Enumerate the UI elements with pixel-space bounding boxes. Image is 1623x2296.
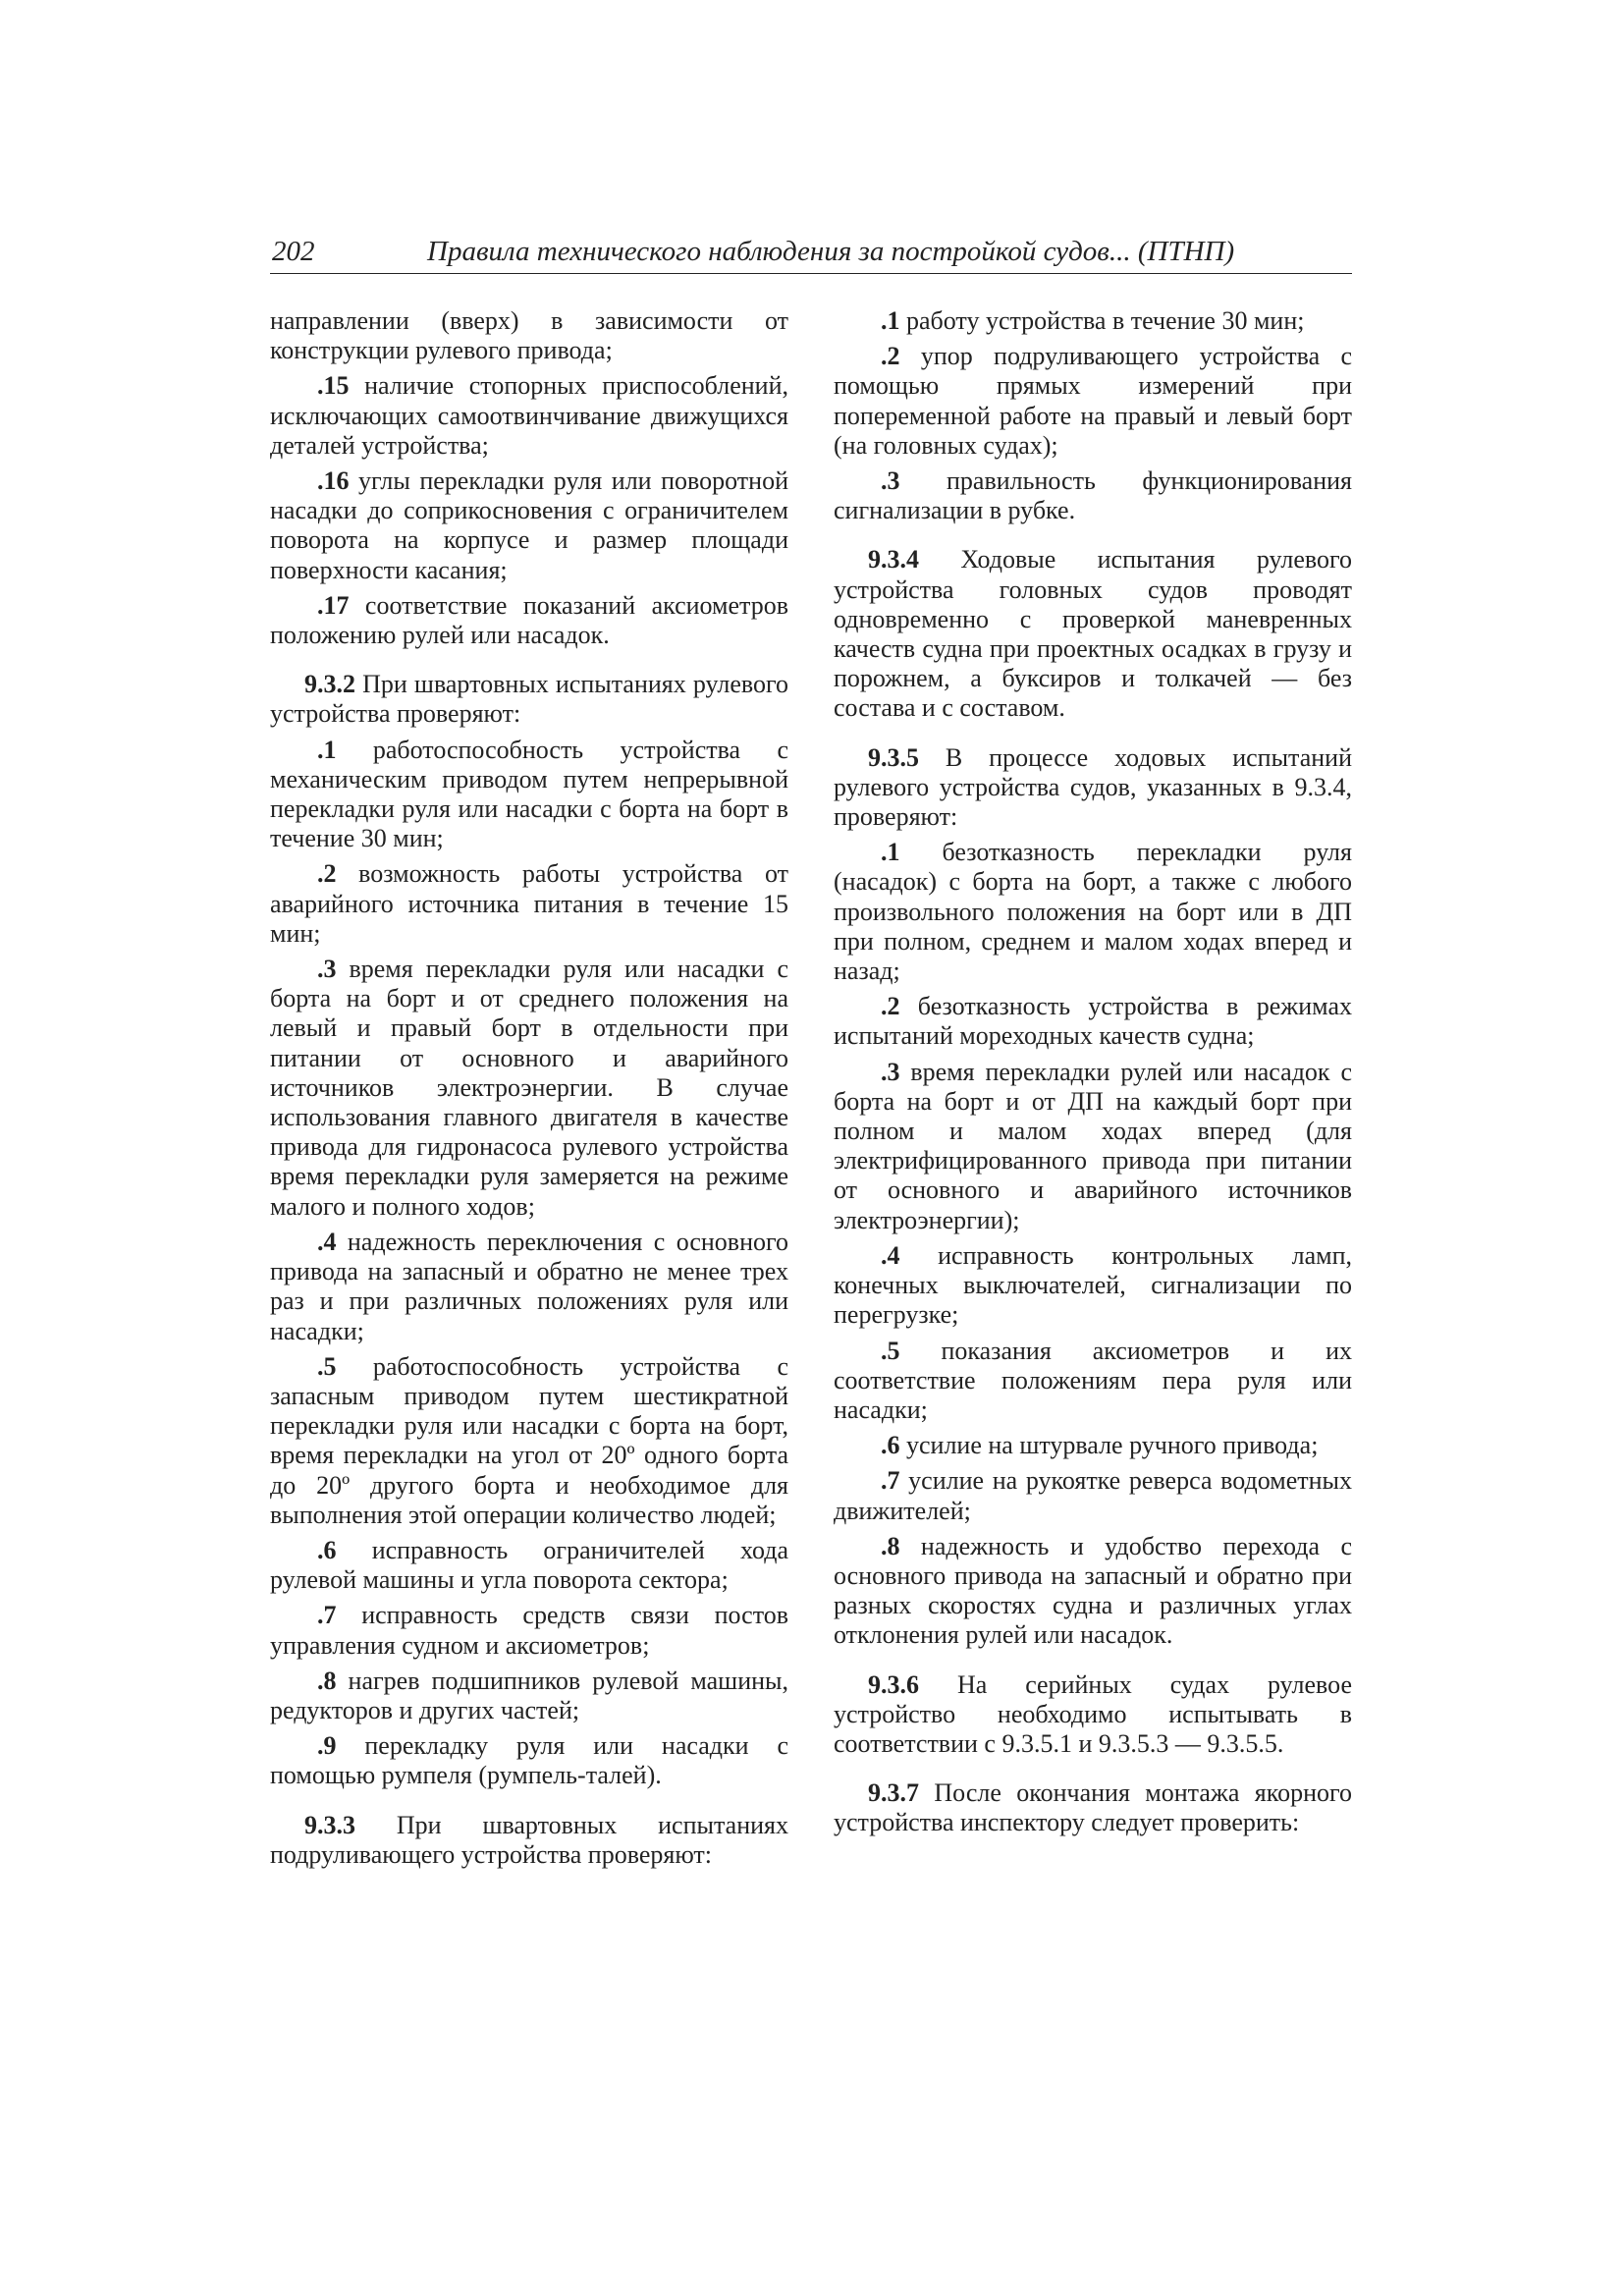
item-text: правильность функционирования сигнализации в рубке. — [834, 466, 1352, 525]
item-text: нагрев подшипников рулевой машины, редукторов и других частей; — [270, 1666, 788, 1724]
item-text: упор подруливающего устройства с помощью прямых измерений при попеременной работе на правый и левый борт (на головных судах); — [834, 342, 1352, 460]
section-number: 9.3.6 — [868, 1669, 919, 1699]
page-number: 202 — [272, 236, 315, 267]
section-paragraph — [834, 545, 1352, 723]
section-paragraph — [834, 743, 1352, 833]
list-item — [270, 1352, 788, 1530]
list-item — [270, 1667, 788, 1725]
item-number: .1 — [881, 306, 900, 335]
list-item — [834, 1532, 1352, 1651]
section-paragraph — [270, 670, 788, 729]
item-number: .2 — [317, 859, 337, 889]
section-number: 9.3.4 — [868, 545, 919, 574]
section-text: На серийных судах рулевое устройство необходимо испытывать в соответствии с 9.3.5.1 и 9.3.5.3 — 9.3.5.5. — [834, 1669, 1352, 1758]
list-item — [834, 838, 1352, 986]
section-text: После окончания монтажа якорного устройства инспектору следует проверить: — [834, 1778, 1352, 1837]
item-text: безотказность устройства в режимах испытаний мореходных качеств судна; — [834, 992, 1352, 1051]
list-item — [834, 992, 1352, 1051]
item-number: .7 — [881, 1466, 900, 1496]
list-item — [270, 466, 788, 585]
list-item — [270, 371, 788, 461]
item-number: .6 — [881, 1431, 900, 1460]
item-text: работу устройства в течение 30 мин; — [899, 306, 1305, 335]
section-text: При швартовных испытаниях рулевого устройства проверяют: — [270, 670, 788, 729]
item-text: время перекладки руля или насадки с борта на борт и от среднего положения на левый и правый борт в отдельности при питании от основного и аварийного источников электроэнергии. В случае использования главного двигателя в качестве привода для гидронасоса рулевого устройства время перекладки руля замеряется на режиме малого и полного ходов; — [270, 955, 788, 1221]
item-text: наличие стопорных приспособлений, исключающих самоотвинчивание движущихся деталей устройства; — [270, 371, 788, 460]
item-number: .4 — [317, 1227, 337, 1256]
list-item — [270, 955, 788, 1222]
item-number: .5 — [881, 1336, 900, 1365]
list-item — [834, 1337, 1352, 1426]
item-number: .1 — [317, 735, 337, 764]
item-text: соответствие показаний аксиометров положению рулей или насадок. — [270, 590, 788, 650]
item-text: работоспособность устройства с запасным приводом путем шестикратной перекладки руля или насадки с борта на борт, время перекладки на угол от 20º одного борта до 20º другого борта и необходимое для выполнения этой операции количество людей; — [270, 1351, 788, 1529]
list-item — [834, 1241, 1352, 1331]
paragraph-text: направлении (вверх) в зависимости от конструкции рулевого привода; — [270, 306, 788, 365]
item-text: надежность и удобство перехода с основного привода на запасный и обратно при разных скоростях судна и различных углах отклонения рулей или насадок. — [834, 1531, 1352, 1650]
item-text: исправность средств связи постов управления судном и аксиометров; — [270, 1601, 788, 1660]
list-item — [834, 306, 1352, 336]
item-number: .3 — [881, 466, 900, 496]
item-number: .17 — [317, 590, 350, 620]
list-item — [270, 859, 788, 949]
running-header — [270, 236, 1352, 274]
left-column — [270, 306, 788, 1876]
item-number: .7 — [317, 1601, 337, 1630]
item-number: .5 — [317, 1351, 337, 1381]
item-text: углы перекладки руля или поворотной насадки до соприкосновения с ограничителем поворота на корпусе и размер площади поверхности касания; — [270, 466, 788, 584]
list-item — [270, 1601, 788, 1660]
item-number: .15 — [317, 371, 350, 401]
item-number: .3 — [317, 955, 337, 984]
item-text: надежность переключения с основного привода на запасный и обратно не менее трех раз и при различных положениях руля или насадки; — [270, 1227, 788, 1345]
item-number: .16 — [317, 466, 350, 496]
section-number: 9.3.2 — [304, 670, 355, 699]
list-item — [270, 1228, 788, 1346]
right-column — [834, 306, 1352, 1844]
running-title: Правила технического наблюдения за постройкой судов... (ПТНП) — [427, 236, 1235, 267]
list-item — [834, 1431, 1352, 1460]
item-number: .4 — [881, 1240, 900, 1270]
list-item — [834, 1058, 1352, 1235]
list-item — [834, 1466, 1352, 1525]
section-paragraph — [834, 1778, 1352, 1837]
section-paragraph — [834, 1670, 1352, 1760]
item-text: показания аксиометров и их соответствие положениям пера руля или насадки; — [834, 1336, 1352, 1424]
section-text: Ходовые испытания рулевого устройства головных судов проводят одновременно с проверкой маневренных качеств судна при проектных осадках в грузу и порожнем, а буксиров и толкачей — без состава и с составом. — [834, 545, 1352, 723]
item-number: .6 — [317, 1535, 337, 1564]
list-item — [270, 736, 788, 854]
item-text: усилие на штурвале ручного привода; — [899, 1431, 1319, 1460]
item-text: возможность работы устройства от аварийного источника питания в течение 15 мин; — [270, 859, 788, 948]
section-text: При швартовных испытаниях подруливающего устройства проверяют: — [270, 1810, 788, 1869]
item-text: время перекладки рулей или насадок с борта на борт и от ДП на каждый борт при полном и малом ходах вперед (для электрифицированного привода при питании от основного и аварийного источников электроэнергии); — [834, 1057, 1352, 1234]
item-text: исправность ограничителей хода рулевой машины и угла поворота сектора; — [270, 1535, 788, 1595]
list-item — [834, 342, 1352, 461]
paragraph-continuation — [270, 306, 788, 365]
item-number: .2 — [881, 342, 900, 371]
item-number: .1 — [881, 838, 900, 867]
item-number: .3 — [881, 1057, 900, 1086]
list-item — [270, 591, 788, 650]
list-item — [834, 466, 1352, 525]
section-number: 9.3.3 — [304, 1810, 355, 1839]
list-item — [270, 1536, 788, 1595]
list-item — [270, 1731, 788, 1790]
item-number: .8 — [881, 1531, 900, 1560]
item-text: исправность контрольных ламп, конечных выключателей, сигнализации по перегрузке; — [834, 1240, 1352, 1330]
item-number: .8 — [317, 1666, 337, 1695]
item-number: .2 — [881, 992, 900, 1021]
section-paragraph — [270, 1811, 788, 1870]
item-text: усилие на рукоятке реверса водометных движителей; — [834, 1466, 1352, 1525]
item-text: работоспособность устройства с механическим приводом путем непрерывной перекладки руля или насадки с борта на борт в течение 30 мин; — [270, 735, 788, 853]
section-number: 9.3.7 — [868, 1778, 919, 1808]
item-text: безотказность перекладки руля (насадок) с борта на борт, а также с любого произвольного положения на борт или в ДП при полном, среднем и малом ходах вперед и назад; — [834, 838, 1352, 986]
section-text: В процессе ходовых испытаний рулевого устройства судов, указанных в 9.3.4, проверяют: — [834, 742, 1352, 832]
item-text: перекладку руля или насадки с помощью румпеля (румпель-талей). — [270, 1731, 788, 1790]
item-number: .9 — [317, 1731, 337, 1761]
section-number: 9.3.5 — [868, 742, 919, 772]
